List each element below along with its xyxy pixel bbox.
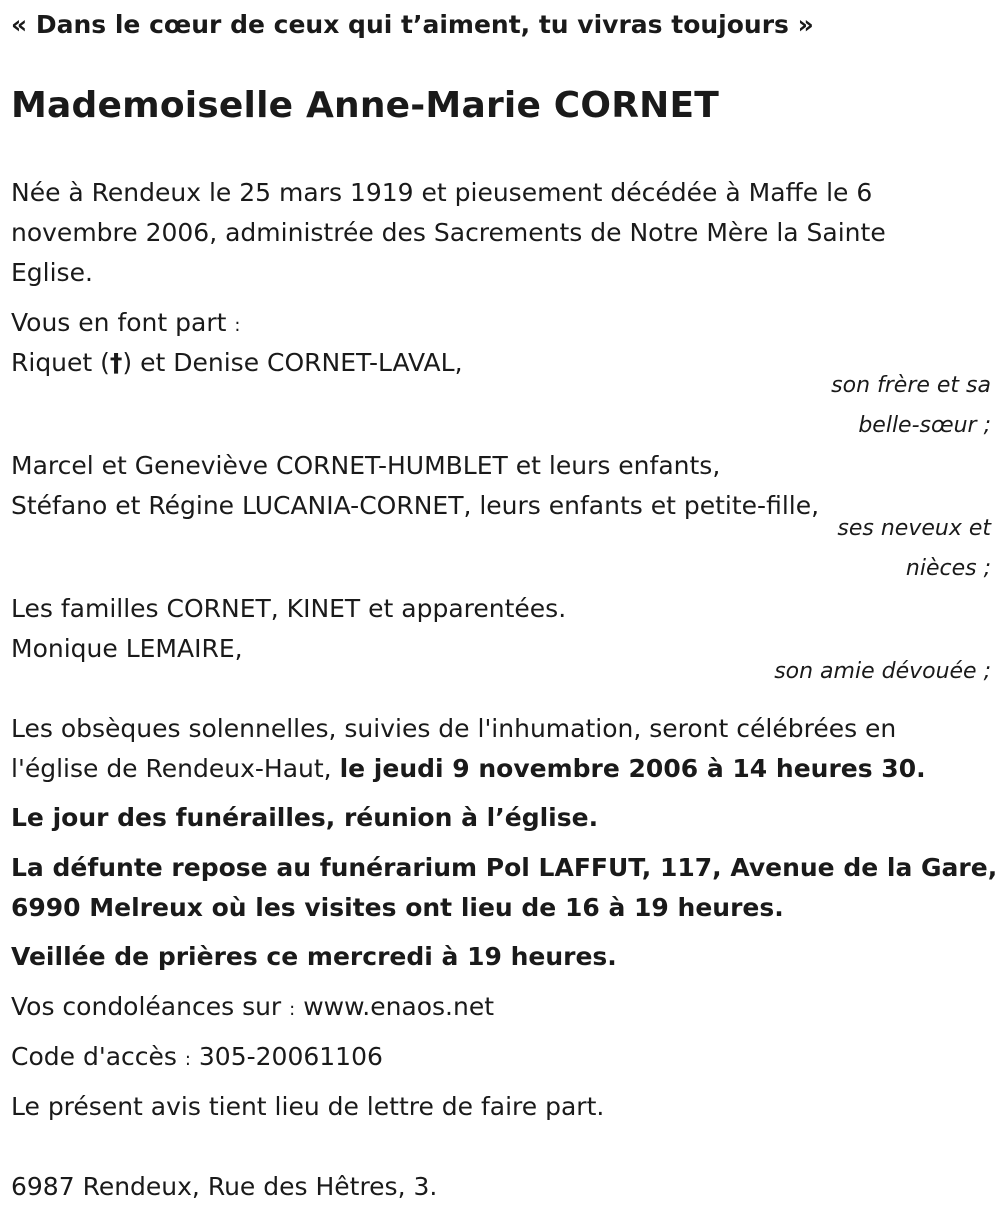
epigraph: « Dans le cœur de ceux qui t’aiment, tu vivras toujours »	[11, 10, 814, 39]
relation-nephews-2: nièces ;	[905, 556, 991, 581]
announce-colon: :	[234, 315, 241, 336]
condolences-website: www.enaos.net	[303, 992, 495, 1021]
notice-line: Le présent avis tient lieu de lettre de faire part.	[11, 1092, 605, 1121]
relation-brother-2: belle-sœur ;	[858, 413, 991, 438]
repose-line-1: La défunte repose au funérarium Pol LAFFUT, 117, Avenue de la Gare,	[11, 853, 998, 882]
access-code-line	[11, 1042, 383, 1075]
obituary-notice	[11, 0, 998, 1220]
funeral-line-1: Les obsèques solennelles, suivies de l'inhumation, seront célébrées en	[11, 714, 897, 743]
funeral-place: l'église de Rendeux-Haut,	[11, 754, 340, 783]
home-address: 6987 Rendeux, Rue des Hêtres, 3.	[11, 1172, 438, 1201]
funeral-line-2	[11, 754, 926, 784]
funeral-datetime: le jeudi 9 novembre 2006 à 14 heures 30.	[339, 754, 926, 783]
announce-label: Vous en font part	[11, 308, 227, 337]
access-code-label: Code d'accès	[11, 1042, 177, 1071]
repose-line-2: 6990 Melreux où les visites ont lieu de 16 à 19 heures.	[11, 893, 784, 922]
relation-brother-1: son frère et sa	[831, 373, 991, 398]
condolences-colon: :	[289, 999, 296, 1020]
cross-icon: †	[109, 348, 123, 377]
mourner-line-3: Stéfano et Régine LUCANIA-CORNET, leurs enfants et petite-fille,	[11, 491, 820, 520]
access-code-colon: :	[184, 1049, 191, 1070]
relation-friend: son amie dévouée ;	[774, 659, 991, 684]
condolences-line	[11, 992, 494, 1025]
mourner-line-2: Marcel et Geneviève CORNET-HUMBLET et leurs enfants,	[11, 451, 721, 480]
intro-line-3: Eglise.	[11, 258, 93, 287]
deceased-name: Mademoiselle Anne-Marie CORNET	[11, 85, 720, 126]
mourner-line-1-post: ) et Denise CORNET-LAVAL,	[122, 348, 463, 377]
vigil-info: Veillée de prières ce mercredi à 19 heures.	[11, 942, 617, 971]
gathering-info: Le jour des funérailles, réunion à l’église.	[11, 803, 599, 832]
mourner-line-1	[11, 348, 463, 378]
announce-line	[11, 308, 240, 341]
mourner-line-1-pre: Riquet (	[11, 348, 110, 377]
intro-line-1: Née à Rendeux le 25 mars 1919 et pieusement décédée à Maffe le 6	[11, 178, 873, 207]
relation-nephews-1: ses neveux et	[837, 516, 991, 541]
intro-line-2: novembre 2006, administrée des Sacrements de Notre Mère la Sainte	[11, 218, 886, 247]
condolences-label: Vos condoléances sur	[11, 992, 282, 1021]
mourner-line-5: Monique LEMAIRE,	[11, 634, 243, 663]
mourner-line-4: Les familles CORNET, KINET et apparentées.	[11, 594, 567, 623]
access-code-value: 305-20061106	[198, 1042, 383, 1071]
